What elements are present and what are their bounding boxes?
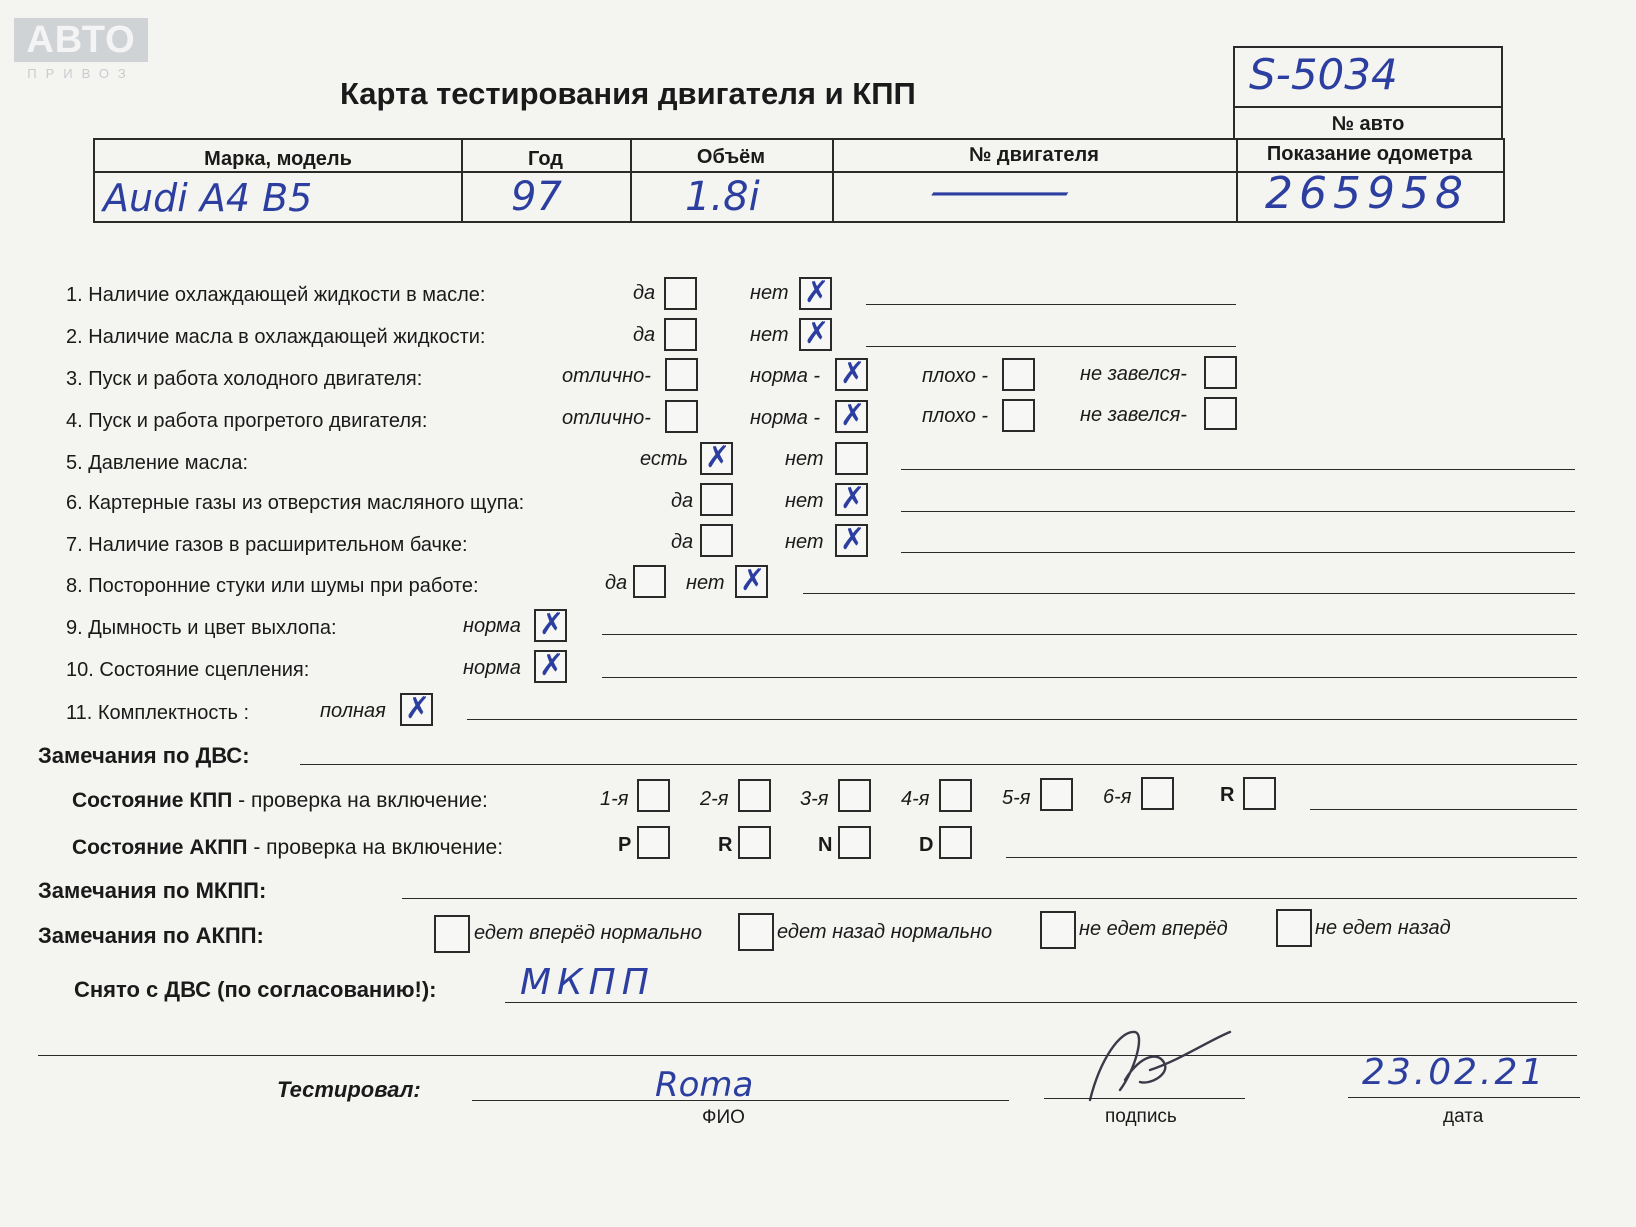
- checkbox[interactable]: [1204, 356, 1237, 389]
- note-line[interactable]: [901, 511, 1575, 512]
- signature-line[interactable]: [1044, 1098, 1245, 1099]
- remarks-mkpp-line[interactable]: [402, 898, 1577, 899]
- tester-name-caption: ФИО: [702, 1107, 745, 1128]
- akpp-option-checkbox[interactable]: [738, 913, 774, 951]
- checkbox[interactable]: [735, 565, 768, 598]
- checkbox[interactable]: [835, 358, 868, 391]
- gear-label: 4-я: [901, 788, 930, 810]
- removed-label: Снято с ДВС (по согласованию!):: [74, 977, 437, 1002]
- gear-checkbox[interactable]: [738, 826, 771, 859]
- header-make: Марка, модель: [204, 148, 352, 170]
- checkbox[interactable]: [664, 318, 697, 351]
- gear-label: R: [1220, 784, 1235, 806]
- item-label: Комплектность :: [97, 702, 250, 724]
- tester-name-line[interactable]: [472, 1100, 1009, 1101]
- gear-checkbox[interactable]: [1141, 777, 1174, 810]
- akpp-option-label: едет назад нормально: [777, 921, 993, 943]
- akpp-option-checkbox[interactable]: [1276, 909, 1312, 947]
- checkbox[interactable]: [1002, 358, 1035, 391]
- option-label: норма: [463, 657, 521, 679]
- item-number: 10.: [66, 659, 94, 681]
- checkbox[interactable]: [664, 277, 697, 310]
- akpp-option-checkbox[interactable]: [434, 915, 470, 953]
- option-label: да: [671, 490, 694, 512]
- item-number: 7.: [66, 534, 83, 556]
- note-line[interactable]: [467, 719, 1577, 720]
- remarks-engine-line[interactable]: [300, 764, 1577, 765]
- akpp-note-line[interactable]: [1006, 857, 1577, 858]
- remarks-engine-label: Замечания по ДВС:: [38, 743, 250, 768]
- item-label: Посторонние стуки или шумы при работе:: [88, 575, 479, 597]
- gear-label: 5-я: [1002, 787, 1031, 809]
- note-line[interactable]: [803, 593, 1575, 594]
- option-label: да: [633, 282, 656, 304]
- option-label: плохо -: [922, 405, 989, 427]
- item-label: Наличие масла в охлаждающей жидкости:: [88, 326, 486, 348]
- note-line[interactable]: [901, 469, 1575, 470]
- checkbox[interactable]: [835, 442, 868, 475]
- gear-checkbox[interactable]: [939, 826, 972, 859]
- signature: [1080, 1020, 1240, 1115]
- option-label: да: [633, 324, 656, 346]
- option-label: нет: [750, 324, 789, 346]
- code-value: S-5034: [1249, 50, 1398, 99]
- auto-no-label: № авто: [1331, 113, 1405, 135]
- checkbox[interactable]: [799, 277, 832, 310]
- checkbox[interactable]: [400, 693, 433, 726]
- item-number: 11.: [66, 702, 93, 724]
- item-label: Давление масла:: [88, 452, 248, 474]
- gear-label: 1-я: [600, 788, 629, 810]
- code-box: [1233, 46, 1503, 108]
- item-number: 5.: [66, 452, 83, 474]
- remarks-akpp-label: Замечания по АКПП:: [38, 923, 264, 948]
- page-title: Карта тестирования двигателя и КПП: [340, 76, 916, 111]
- option-label: норма: [463, 615, 521, 637]
- item-number: 3.: [66, 368, 83, 390]
- logo: [14, 18, 148, 82]
- logo-text: АВТО: [14, 18, 148, 62]
- checkbox[interactable]: [835, 400, 868, 433]
- remarks-mkpp-label: Замечания по МКПП:: [38, 878, 267, 903]
- value-odometer: 265958: [1265, 168, 1469, 219]
- gear-checkbox[interactable]: [1243, 777, 1276, 810]
- header-year: Год: [528, 148, 563, 170]
- checkbox[interactable]: [700, 524, 733, 557]
- checkbox[interactable]: [835, 483, 868, 516]
- item-label: Пуск и работа холодного двигателя:: [88, 368, 423, 390]
- gear-checkbox[interactable]: [637, 779, 670, 812]
- logo-subtext: ПРИВОЗ: [27, 66, 135, 81]
- checkbox[interactable]: [1002, 399, 1035, 432]
- item-number: 8.: [66, 575, 83, 597]
- checkbox[interactable]: [700, 442, 733, 475]
- removed-line[interactable]: [505, 1002, 1577, 1003]
- date-line[interactable]: [1348, 1097, 1580, 1098]
- gear-checkbox[interactable]: [1040, 778, 1073, 811]
- akpp-option-label: не едет вперёд: [1079, 918, 1228, 940]
- option-label: да: [605, 572, 628, 594]
- option-label: есть: [640, 448, 689, 470]
- option-label: норма -: [750, 407, 821, 429]
- tester-name: Roma: [655, 1065, 754, 1105]
- date-caption: дата: [1443, 1106, 1484, 1127]
- gear-label: 2-я: [700, 788, 729, 810]
- gear-checkbox[interactable]: [637, 826, 670, 859]
- checkbox[interactable]: [799, 318, 832, 351]
- gear-checkbox[interactable]: [838, 779, 871, 812]
- gear-checkbox[interactable]: [939, 779, 972, 812]
- signature-caption: подпись: [1105, 1106, 1177, 1127]
- akpp-option-checkbox[interactable]: [1040, 911, 1076, 949]
- header-volume: Объём: [696, 146, 766, 168]
- option-label: нет: [785, 448, 824, 470]
- gear-label: D: [919, 834, 934, 856]
- checkbox[interactable]: [665, 400, 698, 433]
- note-line[interactable]: [866, 346, 1236, 347]
- option-label: полная: [320, 700, 386, 722]
- header-odometer: Показание одометра: [1266, 143, 1473, 165]
- removed-value: МКПП: [520, 962, 655, 1003]
- option-label: не завелся-: [1080, 363, 1187, 385]
- note-line[interactable]: [602, 677, 1577, 678]
- separator-line: [38, 1055, 1577, 1056]
- option-label: не завелся-: [1080, 404, 1187, 426]
- akpp-option-label: едет вперёд нормально: [474, 922, 703, 944]
- value-year: 97: [511, 174, 562, 220]
- option-label: нет: [785, 531, 824, 553]
- gear-label: P: [618, 834, 632, 856]
- option-label: нет: [750, 282, 789, 304]
- value-make: Audi A4 B5: [103, 176, 313, 220]
- gear-label: 3-я: [800, 788, 829, 810]
- akpp-option-label: не едет назад: [1315, 917, 1451, 939]
- value-volume: 1.8i: [685, 174, 760, 220]
- item-label: Картерные газы из отверстия масляного щупа:: [88, 492, 525, 514]
- gear-label: 6-я: [1103, 786, 1132, 808]
- auto-no-box: [1233, 106, 1503, 140]
- checkbox[interactable]: [534, 650, 567, 683]
- vehicle-table: [93, 138, 1505, 223]
- tested-label: Тестировал:: [277, 1077, 421, 1102]
- item-number: 9.: [66, 617, 83, 639]
- gear-label: R: [718, 834, 733, 856]
- note-line[interactable]: [901, 552, 1575, 553]
- checkbox[interactable]: [665, 358, 698, 391]
- option-label: норма -: [750, 365, 821, 387]
- checkbox[interactable]: [633, 565, 666, 598]
- akpp-label: Состояние АКПП - проверка на включение:: [72, 836, 504, 859]
- item-label: Состояние сцепления:: [99, 659, 310, 681]
- kpp-label: Состояние КПП - проверка на включение:: [72, 789, 488, 812]
- value-engine-no: —: [925, 166, 1075, 217]
- option-label: нет: [785, 490, 824, 512]
- item-label: Наличие газов в расширительном бачке:: [88, 534, 468, 556]
- gear-label: N: [818, 834, 833, 856]
- item-label: Пуск и работа прогретого двигателя:: [88, 410, 428, 432]
- option-label: нет: [686, 572, 725, 594]
- option-label: да: [671, 531, 694, 553]
- item-number: 2.: [66, 326, 83, 348]
- item-number: 4.: [66, 410, 83, 432]
- option-label: отлично-: [562, 407, 651, 429]
- item-number: 6.: [66, 492, 83, 514]
- date-value: 23.02.21: [1362, 1052, 1547, 1093]
- gear-checkbox[interactable]: [738, 779, 771, 812]
- item-label: Наличие охлаждающей жидкости в масле:: [88, 284, 486, 306]
- checkbox[interactable]: [700, 483, 733, 516]
- checkbox[interactable]: [1204, 397, 1237, 430]
- gear-checkbox[interactable]: [838, 826, 871, 859]
- option-label: плохо -: [922, 365, 989, 387]
- kpp-note-line[interactable]: [1310, 809, 1577, 810]
- header-engine-no: № двигателя: [969, 144, 1099, 166]
- item-label: Дымность и цвет выхлопа:: [88, 617, 337, 639]
- note-line[interactable]: [602, 634, 1577, 635]
- checkbox[interactable]: [534, 609, 567, 642]
- note-line[interactable]: [866, 304, 1236, 305]
- checkbox[interactable]: [835, 524, 868, 557]
- item-number: 1.: [66, 284, 83, 306]
- option-label: отлично-: [562, 365, 651, 387]
